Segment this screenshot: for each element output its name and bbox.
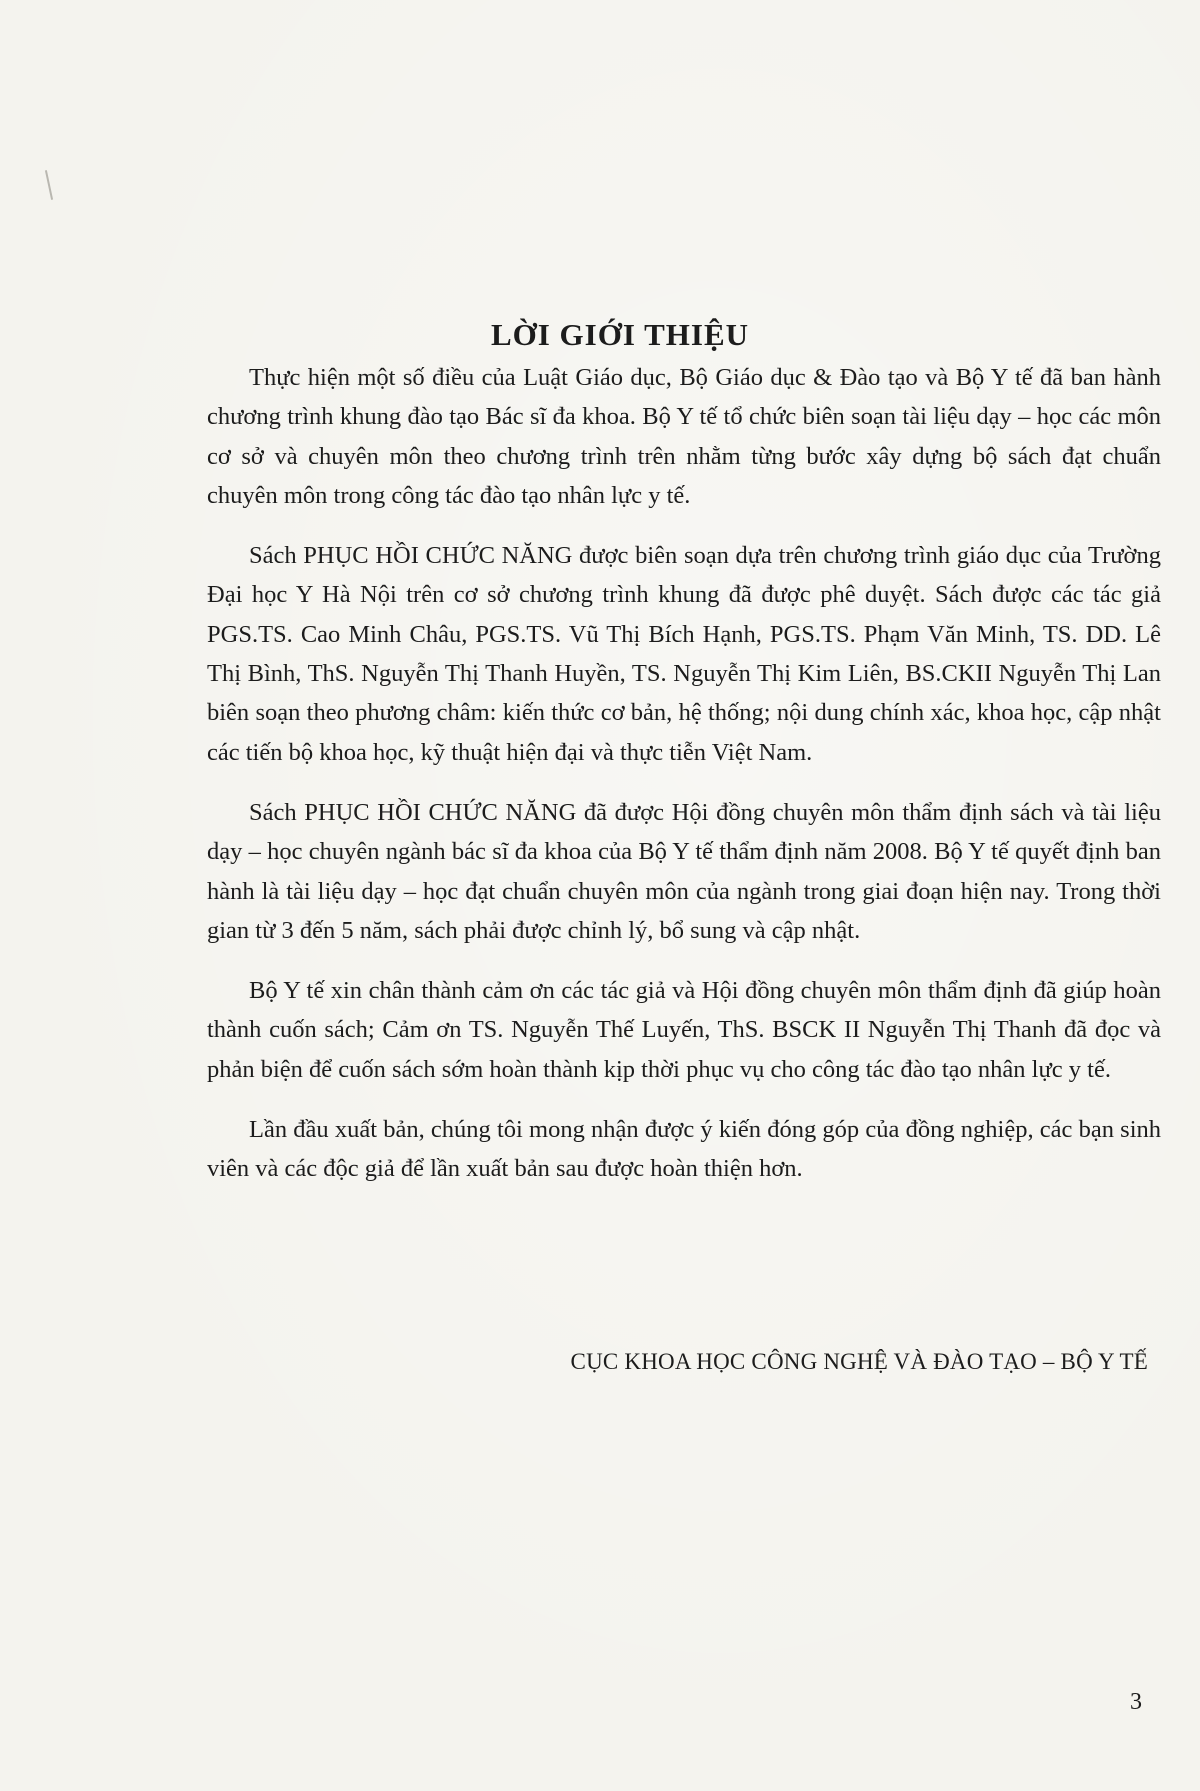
signature: CỤC KHOA HỌC CÔNG NGHỆ VÀ ĐÀO TẠO – BỘ Y TẾ xyxy=(570,1349,1148,1374)
paragraph-2: Sách PHỤC HỒI CHỨC NĂNG được biên soạn dựa trên chương trình giáo dục của Trường Đại học Y Hà Nội trên cơ sở chương trình khung đã được phê duyệt. Sách được các tác giả PGS.TS. Cao Minh Châu, PGS.TS. Vũ Thị Bích Hạnh, PGS.TS. Phạm Văn Minh, TS. DD. Lê Thị Bình, ThS. Nguyễn Thị Thanh Huyền, TS. Nguyễn Thị Kim Liên, BS.CKII Nguyễn Thị Lan biên soạn theo phương châm: kiến thức cơ bản, hệ thống; nội dung chính xác, khoa học, cập nhật các tiến bộ khoa học, kỹ thuật hiện đại và thực tiễn Việt Nam. xyxy=(207,542,1161,766)
paragraph-3: Sách PHỤC HỒI CHỨC NĂNG đã được Hội đồng chuyên môn thẩm định sách và tài liệu dạy – học chuyên ngành bác sĩ đa khoa của Bộ Y tế thẩm định năm 2008. Bộ Y tế quyết định ban hành là tài liệu dạy – học đạt chuẩn chuyên môn của ngành trong giai đoạn hiện nay. Trong thời gian từ 3 đến 5 năm, sách phải được chỉnh lý, bổ sung và cập nhật. xyxy=(207,798,1161,944)
body-text xyxy=(207,358,1161,1210)
page-title: LỜI GIỚI THIỆU xyxy=(490,316,750,352)
paragraph-5: Lần đầu xuất bản, chúng tôi mong nhận được ý kiến đóng góp của đồng nghiệp, các bạn sinh viên và các độc giả để lần xuất bản sau được hoàn thiện hơn. xyxy=(207,1116,1161,1183)
paragraph-4: Bộ Y tế xin chân thành cảm ơn các tác giả và Hội đồng chuyên môn thẩm định đã giúp hoàn thành cuốn sách; Cảm ơn TS. Nguyễn Thế Luyến, ThS. BSCK II Nguyễn Thị Thanh đã đọc và phản biện để cuốn sách sớm hoàn thành kịp thời phục vụ cho công tác đào tạo nhân lực y tế. xyxy=(207,977,1161,1083)
paragraph-1: Thực hiện một số điều của Luật Giáo dục, Bộ Giáo dục & Đào tạo và Bộ Y tế đã ban hành chương trình khung đào tạo Bác sĩ đa khoa. Bộ Y tế tổ chức biên soạn tài liệu dạy – học các môn cơ sở và chuyên môn theo chương trình trên nhằm từng bước xây dựng bộ sách đạt chuẩn chuyên môn trong công tác đào tạo nhân lực y tế. xyxy=(207,364,1161,509)
scan-mark xyxy=(45,170,53,200)
page-number: 3 xyxy=(1130,1689,1142,1715)
